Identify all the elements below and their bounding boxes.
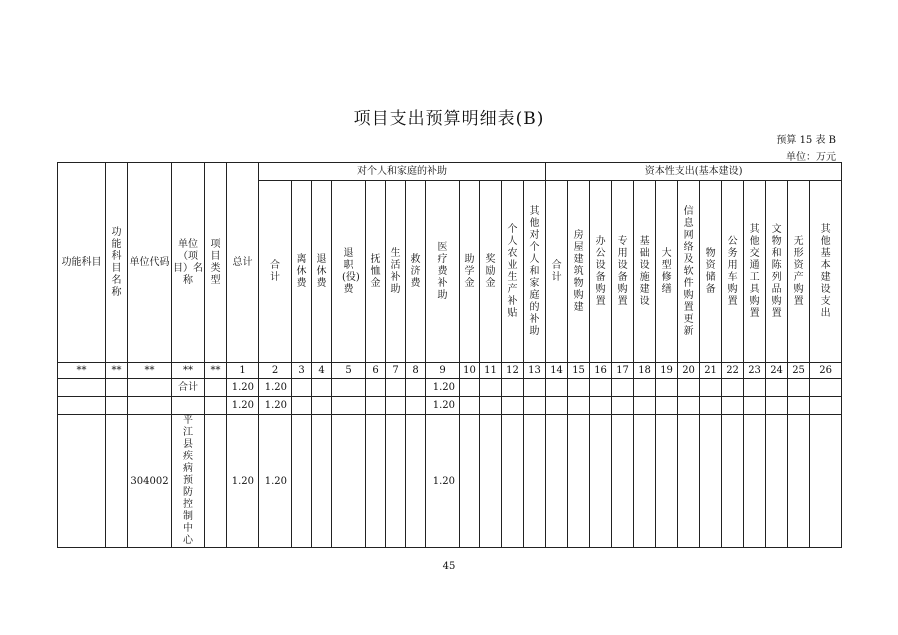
cell-total: 1.20 bbox=[227, 415, 259, 548]
header-family-col-3: 退职(役)费 bbox=[332, 181, 366, 363]
column-number: 20 bbox=[678, 363, 700, 379]
cell bbox=[722, 379, 744, 397]
cell-medical: 1.20 bbox=[426, 415, 460, 548]
table-row-subtotal bbox=[58, 397, 842, 415]
cell bbox=[766, 379, 788, 397]
cell-unit-code bbox=[128, 397, 172, 415]
cell bbox=[546, 397, 568, 415]
cell bbox=[788, 379, 810, 397]
cell bbox=[722, 415, 744, 548]
column-number: 2 bbox=[259, 363, 292, 379]
cell bbox=[568, 379, 590, 397]
header-family-col-5: 生活补助 bbox=[386, 181, 406, 363]
header-total: 总计 bbox=[227, 163, 259, 363]
cell bbox=[810, 379, 842, 397]
column-number: 21 bbox=[700, 363, 722, 379]
column-number: 8 bbox=[406, 363, 426, 379]
column-number: 7 bbox=[386, 363, 406, 379]
cell bbox=[678, 397, 700, 415]
cell bbox=[766, 415, 788, 548]
cell bbox=[590, 415, 612, 548]
cell bbox=[58, 397, 106, 415]
header-capital-col-1: 房屋建筑物购建 bbox=[568, 181, 590, 363]
cell bbox=[460, 415, 480, 548]
header-capital-col-6: 信息网络及软件购置更新 bbox=[678, 181, 700, 363]
cell bbox=[332, 379, 366, 397]
cell bbox=[612, 397, 634, 415]
cell bbox=[546, 379, 568, 397]
cell bbox=[292, 415, 312, 548]
column-number: ** bbox=[106, 363, 128, 379]
header-capital-col-11: 无形资产购置 bbox=[788, 181, 810, 363]
cell bbox=[366, 379, 386, 397]
cell bbox=[656, 397, 678, 415]
header-capital-col-2: 办公设备购置 bbox=[590, 181, 612, 363]
column-number: 14 bbox=[546, 363, 568, 379]
header-unit-project-name: 单位（项目）名称 bbox=[172, 163, 205, 363]
header-family-col-9: 奖励金 bbox=[480, 181, 502, 363]
cell bbox=[502, 415, 524, 548]
header-capital-col-9: 其他交通工具购置 bbox=[744, 181, 766, 363]
header-family-col-10: 个人农业生产补贴 bbox=[502, 181, 524, 363]
cell bbox=[678, 379, 700, 397]
cell-family-sum: 1.20 bbox=[259, 379, 292, 397]
header-capital-col-3: 专用设备购置 bbox=[612, 181, 634, 363]
column-number: 26 bbox=[810, 363, 842, 379]
header-family-col-7: 医疗费补助 bbox=[426, 181, 460, 363]
cell bbox=[634, 397, 656, 415]
header-row-groups bbox=[58, 163, 842, 181]
cell-total: 1.20 bbox=[227, 379, 259, 397]
cell bbox=[332, 397, 366, 415]
column-number: 1 bbox=[227, 363, 259, 379]
cell bbox=[205, 415, 227, 548]
header-family-col-2: 退休费 bbox=[312, 181, 332, 363]
cell-family-sum: 1.20 bbox=[259, 397, 292, 415]
header-family-col-4: 抚恤金 bbox=[366, 181, 386, 363]
column-number: 5 bbox=[332, 363, 366, 379]
header-func-subject: 功能科目 bbox=[58, 163, 106, 363]
cell bbox=[744, 379, 766, 397]
cell bbox=[386, 379, 406, 397]
column-number: 19 bbox=[656, 363, 678, 379]
cell bbox=[406, 379, 426, 397]
cell bbox=[406, 397, 426, 415]
cell bbox=[788, 415, 810, 548]
column-number: 4 bbox=[312, 363, 332, 379]
cell bbox=[656, 415, 678, 548]
header-group-family: 对个人和家庭的补助 bbox=[259, 163, 546, 181]
column-number: 16 bbox=[590, 363, 612, 379]
header-capital-col-8: 公务用车购置 bbox=[722, 181, 744, 363]
cell bbox=[386, 397, 406, 415]
column-number: ** bbox=[205, 363, 227, 379]
cell bbox=[502, 397, 524, 415]
header-family-col-11: 其他对个人和家庭的补助 bbox=[524, 181, 546, 363]
cell bbox=[460, 397, 480, 415]
cell-family-sum: 1.20 bbox=[259, 415, 292, 548]
cell bbox=[546, 415, 568, 548]
header-capital-col-4: 基础设施建设 bbox=[634, 181, 656, 363]
cell bbox=[612, 379, 634, 397]
cell bbox=[292, 397, 312, 415]
cell bbox=[106, 379, 128, 397]
cell bbox=[406, 415, 426, 548]
cell bbox=[700, 397, 722, 415]
cell bbox=[58, 415, 106, 548]
column-number: 12 bbox=[502, 363, 524, 379]
cell bbox=[106, 397, 128, 415]
cell bbox=[722, 397, 744, 415]
cell bbox=[312, 397, 332, 415]
cell bbox=[590, 397, 612, 415]
cell bbox=[744, 397, 766, 415]
cell bbox=[568, 397, 590, 415]
cell bbox=[700, 379, 722, 397]
cell-unit-code: 304002 bbox=[128, 415, 172, 548]
cell bbox=[766, 397, 788, 415]
unit-label: 单位：万元 bbox=[786, 152, 836, 163]
cell bbox=[524, 379, 546, 397]
column-number: 25 bbox=[788, 363, 810, 379]
column-number: 23 bbox=[744, 363, 766, 379]
column-number: 3 bbox=[292, 363, 312, 379]
header-func-subject-name: 功能科目名称 bbox=[106, 163, 128, 363]
cell bbox=[678, 415, 700, 548]
column-number: 22 bbox=[722, 363, 744, 379]
cell bbox=[312, 379, 332, 397]
cell bbox=[656, 379, 678, 397]
column-number: 10 bbox=[460, 363, 480, 379]
cell bbox=[480, 415, 502, 548]
column-number: 18 bbox=[634, 363, 656, 379]
budget-table bbox=[57, 162, 842, 548]
header-unit-code: 单位代码 bbox=[128, 163, 172, 363]
cell-unit-code bbox=[128, 379, 172, 397]
cell-medical: 1.20 bbox=[426, 379, 460, 397]
cell bbox=[810, 397, 842, 415]
cell-unit-name: 平江县疾病预防控制中心 bbox=[172, 415, 205, 548]
header-family-col-1: 离休费 bbox=[292, 181, 312, 363]
cell bbox=[634, 415, 656, 548]
cell bbox=[788, 397, 810, 415]
page-title: 项目支出预算明细表(B) bbox=[353, 109, 545, 129]
header-capital-col-12: 其他基本建设支出 bbox=[810, 181, 842, 363]
cell bbox=[312, 415, 332, 548]
cell bbox=[744, 415, 766, 548]
cell-total: 1.20 bbox=[227, 397, 259, 415]
column-number: 13 bbox=[524, 363, 546, 379]
cell-unit-name: 合计 bbox=[172, 379, 205, 397]
table-row-unit bbox=[58, 415, 842, 548]
column-number: 24 bbox=[766, 363, 788, 379]
header-family-col-6: 救济费 bbox=[406, 181, 426, 363]
column-number: ** bbox=[58, 363, 106, 379]
cell bbox=[386, 415, 406, 548]
cell bbox=[480, 397, 502, 415]
header-group-capital: 资本性支出(基本建设) bbox=[546, 163, 842, 181]
cell bbox=[58, 379, 106, 397]
header-capital-col-5: 大型修缮 bbox=[656, 181, 678, 363]
cell bbox=[590, 379, 612, 397]
cell bbox=[634, 379, 656, 397]
cell bbox=[366, 415, 386, 548]
cell-unit-name bbox=[172, 397, 205, 415]
cell bbox=[332, 415, 366, 548]
cell bbox=[292, 379, 312, 397]
header-family-col-8: 助学金 bbox=[460, 181, 480, 363]
header-project-type: 项目类型 bbox=[205, 163, 227, 363]
table-row-total bbox=[58, 379, 842, 397]
column-number-row bbox=[58, 363, 842, 379]
cell bbox=[205, 379, 227, 397]
cell bbox=[205, 397, 227, 415]
page-number: 45 bbox=[442, 561, 456, 572]
header-capital-col-10: 文物和陈列品购置 bbox=[766, 181, 788, 363]
column-number: 17 bbox=[612, 363, 634, 379]
cell bbox=[524, 415, 546, 548]
column-number: ** bbox=[128, 363, 172, 379]
column-number: 6 bbox=[366, 363, 386, 379]
cell bbox=[480, 379, 502, 397]
header-family-col-0: 合计 bbox=[259, 181, 292, 363]
cell bbox=[366, 397, 386, 415]
column-number: 11 bbox=[480, 363, 502, 379]
cell bbox=[612, 415, 634, 548]
cell-medical: 1.20 bbox=[426, 397, 460, 415]
cell bbox=[568, 415, 590, 548]
cell bbox=[810, 415, 842, 548]
table-code: 预算 15 表 B bbox=[776, 135, 836, 146]
cell bbox=[700, 415, 722, 548]
column-number: ** bbox=[172, 363, 205, 379]
cell bbox=[502, 379, 524, 397]
column-number: 9 bbox=[426, 363, 460, 379]
cell bbox=[524, 397, 546, 415]
cell bbox=[106, 415, 128, 548]
column-number: 15 bbox=[568, 363, 590, 379]
header-capital-col-0: 合计 bbox=[546, 181, 568, 363]
cell bbox=[460, 379, 480, 397]
header-capital-col-7: 物资储备 bbox=[700, 181, 722, 363]
